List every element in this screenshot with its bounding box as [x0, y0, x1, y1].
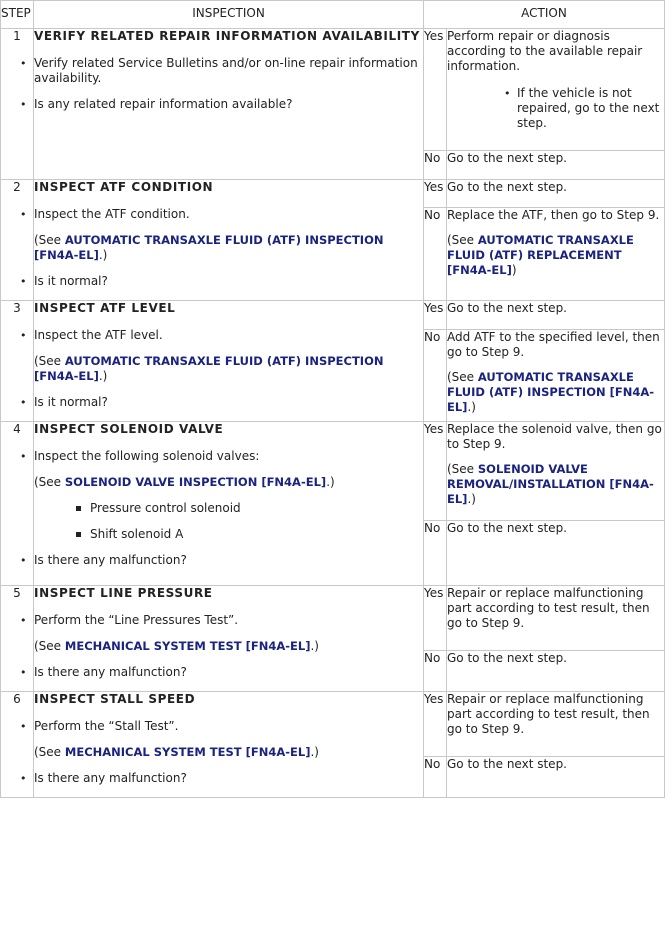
- list-item: • Is there any malfunction?: [34, 665, 423, 680]
- step-number: 5: [1, 586, 34, 692]
- no-label: No: [424, 329, 447, 421]
- yes-action-cell: Repair or replace malfunctioning part according to test result, then go to Step 9.: [447, 692, 665, 757]
- no-action-cell: Go to the next step.: [447, 756, 665, 797]
- see-prefix: (See: [34, 354, 65, 368]
- no-label: No: [424, 521, 447, 586]
- list-item: [34, 613, 423, 654]
- no-label: No: [424, 150, 447, 179]
- action-text: Add ATF to the specified level, then go to Step 9.: [447, 329, 660, 359]
- see-suffix: .): [310, 639, 319, 653]
- list-item: • Verify related Service Bulletins and/or on-line repair information availability.: [34, 56, 423, 86]
- step-number: 1: [1, 29, 34, 180]
- table-header-row: [1, 1, 665, 29]
- list-item: • Is there any malfunction?: [34, 771, 423, 786]
- see-prefix: (See: [34, 639, 65, 653]
- yes-action-cell: Go to the next step.: [447, 301, 665, 330]
- action-sublist: [517, 86, 664, 131]
- see-prefix: (See: [447, 462, 478, 476]
- inspection-cell: [34, 29, 424, 180]
- list-item: Shift solenoid A: [90, 527, 423, 542]
- yes-label: Yes: [424, 422, 447, 521]
- see-reference: [447, 233, 664, 278]
- inspection-list: [34, 207, 423, 289]
- step-title: INSPECT STALL SPEED: [34, 692, 196, 706]
- step-title: INSPECT LINE PRESSURE: [34, 586, 213, 600]
- see-reference: [447, 462, 664, 507]
- reference-link[interactable]: MECHANICAL SYSTEM TEST [FN4A-EL]: [64, 639, 311, 653]
- table-row: [1, 692, 665, 757]
- see-suffix: ): [511, 263, 517, 278]
- no-label: No: [424, 208, 447, 301]
- table-row: [1, 180, 665, 208]
- yes-action-cell: Go to the next step.: [447, 180, 665, 208]
- bullet-text: • Inspect the following solenoid valves:: [34, 449, 260, 463]
- inspection-cell: [34, 301, 424, 422]
- see-reference: [34, 745, 423, 760]
- list-item: • Is any related repair information available?: [34, 97, 423, 112]
- step-title: VERIFY RELATED REPAIR INFORMATION AVAILABILITY: [34, 29, 420, 43]
- list-item: [34, 449, 423, 542]
- header-step: STEP: [1, 1, 34, 29]
- yes-label: Yes: [424, 586, 447, 651]
- see-reference: [447, 370, 664, 415]
- bullet-text: • Inspect the ATF level.: [34, 328, 163, 342]
- inspection-list: [34, 719, 423, 786]
- list-item: • Is it normal?: [34, 274, 423, 289]
- step-number: 4: [1, 422, 34, 586]
- yes-label: Yes: [424, 180, 447, 208]
- see-prefix: (See: [34, 475, 65, 489]
- bullet-text: • Inspect the ATF condition.: [34, 207, 190, 221]
- see-suffix: .): [326, 475, 335, 489]
- list-item: [34, 719, 423, 760]
- step-title: INSPECT ATF LEVEL: [34, 301, 176, 315]
- see-reference: [34, 233, 423, 263]
- yes-label: Yes: [424, 692, 447, 757]
- reference-link[interactable]: MECHANICAL SYSTEM TEST [FN4A-EL]: [64, 745, 311, 759]
- bullet-text: • Perform the “Line Pressures Test”.: [34, 613, 239, 627]
- table-row: [1, 586, 665, 651]
- inspection-cell: [34, 586, 424, 692]
- list-item: [34, 328, 423, 384]
- action-text: Replace the solenoid valve, then go to Step 9.: [447, 422, 662, 451]
- step-title: INSPECT SOLENOID VALVE: [34, 422, 224, 436]
- reference-link[interactable]: SOLENOID VALVE REMOVAL/INSTALLATION [FN4A-EL]: [447, 462, 654, 506]
- solenoid-list: [90, 501, 423, 542]
- see-reference: [34, 354, 423, 384]
- list-item: [34, 207, 423, 263]
- list-item: • If the vehicle is not repaired, go to the next step.: [517, 86, 664, 131]
- yes-action-cell: Repair or replace malfunctioning part according to test result, then go to Step 9.: [447, 586, 665, 651]
- action-text: Perform repair or diagnosis according to the available repair information.: [447, 29, 643, 73]
- see-suffix: .): [310, 745, 319, 759]
- no-action-cell: Go to the next step.: [447, 150, 665, 179]
- reference-link[interactable]: SOLENOID VALVE INSPECTION [FN4A-EL]: [64, 475, 327, 489]
- see-suffix: .): [98, 248, 108, 262]
- see-suffix: .): [467, 492, 476, 506]
- yes-action-cell: [447, 29, 665, 151]
- reference-link[interactable]: AUTOMATIC TRANSAXLE FLUID (ATF) REPLACEMENT [FN4A-EL]: [447, 233, 634, 278]
- table-row: [1, 29, 665, 151]
- reference-link[interactable]: AUTOMATIC TRANSAXLE FLUID (ATF) INSPECTION [FN4A-EL]: [447, 369, 655, 414]
- no-action-cell: [447, 329, 665, 421]
- bullet-text: • Perform the “Stall Test”.: [34, 719, 179, 733]
- header-action: ACTION: [424, 1, 665, 29]
- inspection-list: [34, 449, 423, 568]
- no-action-cell: [447, 208, 665, 301]
- see-prefix: (See: [447, 233, 478, 248]
- no-label: No: [424, 756, 447, 797]
- inspection-list: [34, 56, 423, 112]
- inspection-cell: [34, 422, 424, 586]
- see-prefix: (See: [34, 745, 65, 759]
- no-action-cell: Go to the next step.: [447, 650, 665, 691]
- list-item: Pressure control solenoid: [90, 501, 423, 516]
- inspection-list: [34, 613, 423, 680]
- yes-label: Yes: [424, 29, 447, 151]
- inspection-list: [34, 328, 423, 410]
- see-prefix: (See: [447, 369, 478, 384]
- no-label: No: [424, 650, 447, 691]
- step-number: 3: [1, 301, 34, 422]
- yes-label: Yes: [424, 301, 447, 330]
- table-row: [1, 422, 665, 521]
- step-number: 2: [1, 180, 34, 301]
- step-title: INSPECT ATF CONDITION: [34, 180, 214, 194]
- reference-link[interactable]: AUTOMATIC TRANSAXLE FLUID (ATF) INSPECTION [FN4A-EL]: [34, 233, 384, 262]
- list-item: • Is there any malfunction?: [34, 553, 423, 568]
- action-text: Replace the ATF, then go to Step 9.: [447, 208, 660, 223]
- no-action-cell: Go to the next step.: [447, 521, 665, 586]
- inspection-cell: [34, 180, 424, 301]
- inspection-cell: [34, 692, 424, 798]
- header-inspection: INSPECTION: [34, 1, 424, 29]
- see-reference: [34, 475, 423, 490]
- reference-link[interactable]: AUTOMATIC TRANSAXLE FLUID (ATF) INSPECTION [FN4A-EL]: [34, 354, 384, 383]
- yes-action-cell: [447, 422, 665, 521]
- see-suffix: .): [467, 399, 476, 414]
- step-number: 6: [1, 692, 34, 798]
- list-item: • Is it normal?: [34, 395, 423, 410]
- table-row: [1, 301, 665, 330]
- see-reference: [34, 639, 423, 654]
- see-suffix: .): [98, 369, 108, 383]
- see-prefix: (See: [34, 233, 65, 247]
